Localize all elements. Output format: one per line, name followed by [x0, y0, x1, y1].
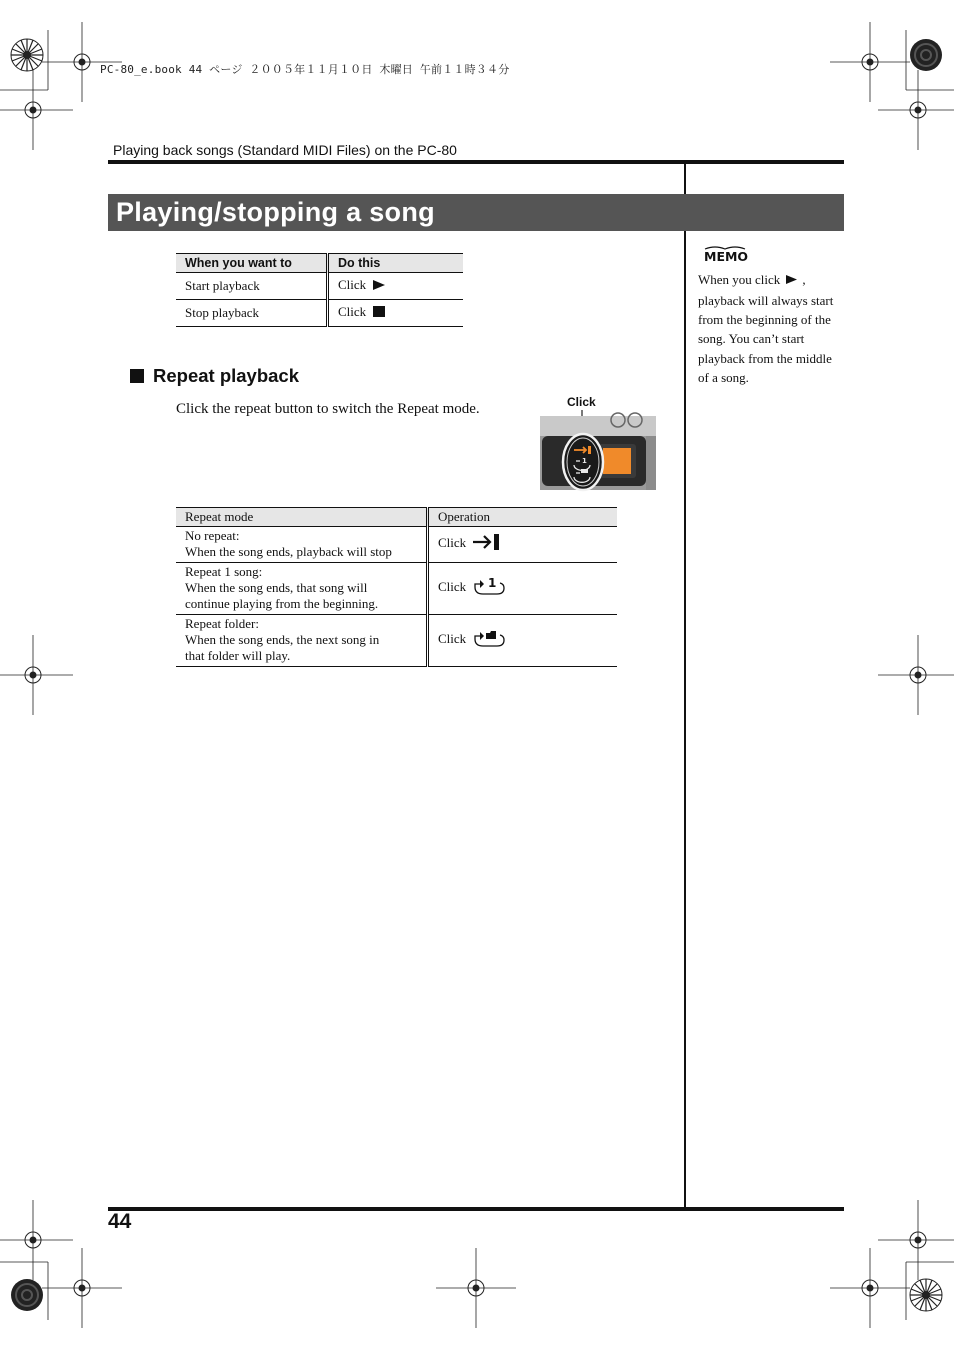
page-number: 44	[108, 1210, 132, 1233]
table-cell	[176, 615, 428, 667]
cell-text: Click	[438, 630, 467, 646]
table-row	[176, 615, 617, 667]
memo-line-text: When you click	[698, 272, 781, 287]
table-row	[176, 273, 463, 300]
repeat-folder-icon	[472, 628, 506, 652]
column-divider	[684, 164, 686, 1207]
table-cell: Start playback	[176, 273, 328, 300]
table-header-row	[176, 508, 617, 527]
print-slug: PC-80_e.book 44 ページ ２００５年１１月１０日 木曜日 午前１１時３４分	[100, 63, 510, 76]
memo-line: from the beginning of the	[698, 311, 831, 327]
section-heading	[130, 365, 299, 387]
table-row	[176, 563, 617, 615]
table-row	[176, 527, 617, 563]
figure-label: Click	[567, 395, 596, 409]
memo-label: MEMO	[704, 249, 749, 264]
cell-text: Click	[338, 277, 367, 293]
table-cell	[428, 563, 618, 615]
mode-name: Repeat folder:	[185, 616, 259, 631]
mode-name: Repeat 1 song:	[185, 564, 263, 579]
table-row	[176, 300, 463, 327]
repeat-mode-table	[176, 507, 617, 667]
table-cell	[428, 615, 618, 667]
svg-text:1: 1	[582, 457, 587, 465]
table-header-cell: Repeat mode	[176, 508, 428, 527]
memo-line: song. You can’t start	[698, 331, 805, 347]
memo-line: playback will always start	[698, 292, 834, 308]
square-bullet-icon	[130, 369, 144, 383]
mode-desc: When the song ends, playback will stop	[185, 544, 392, 559]
running-head: Playing back songs (Standard MIDI Files) on the PC-80	[113, 142, 457, 158]
memo-line: playback from the middle	[698, 350, 832, 366]
playback-table	[176, 253, 463, 327]
cell-text: Click	[338, 304, 367, 320]
mode-desc: When the song ends, that song will	[185, 580, 368, 595]
repeat-button-figure	[540, 416, 656, 490]
cell-text: Click	[438, 578, 467, 594]
section-body: Click the repeat button to switch the Repeat mode.	[176, 401, 480, 417]
repeat-off-icon	[472, 533, 502, 555]
memo-icon	[703, 246, 749, 264]
table-cell	[328, 273, 464, 300]
section-heading-text: Repeat playback	[153, 365, 300, 386]
memo-line: of a song.	[698, 369, 749, 385]
table-cell: Stop playback	[176, 300, 328, 327]
table-cell	[176, 527, 428, 563]
memo-line	[698, 270, 850, 291]
table-cell	[328, 300, 464, 327]
table-header-cell: Operation	[428, 508, 618, 527]
mode-name: No repeat:	[185, 528, 240, 543]
stop-icon	[372, 306, 386, 322]
table-header-row	[176, 254, 463, 273]
repeat-one-icon	[472, 576, 506, 600]
memo-text	[698, 270, 850, 387]
top-rule	[108, 160, 844, 164]
svg-text:1: 1	[488, 576, 497, 590]
mode-desc: that folder will play.	[185, 648, 291, 663]
play-icon	[785, 271, 798, 290]
cell-text: Click	[438, 534, 467, 550]
table-cell	[176, 563, 428, 615]
page-title: Playing/stopping a song	[116, 197, 435, 227]
mode-desc: continue playing from the beginning.	[185, 596, 379, 611]
table-header-cell: When you want to	[176, 254, 328, 273]
bottom-rule	[108, 1207, 844, 1211]
memo-line-text: ,	[802, 272, 806, 287]
play-icon	[372, 279, 386, 295]
table-header-cell: Do this	[328, 254, 464, 273]
mode-desc: When the song ends, the next song in	[185, 632, 380, 647]
table-cell	[428, 527, 618, 563]
